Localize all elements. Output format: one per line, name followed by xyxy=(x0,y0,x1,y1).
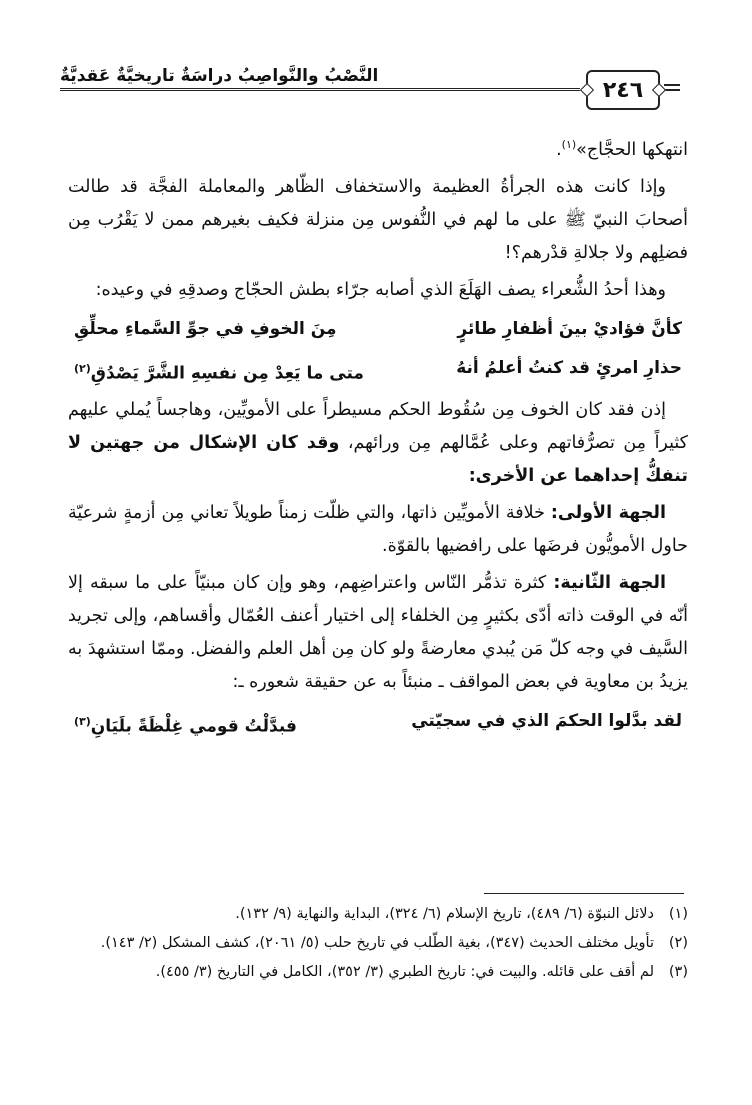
footnote-number: (٣) xyxy=(668,964,688,980)
verse-3-second-hemistich: فبدَّلْتُ قومي غِلْظَةً بلَيَانِ xyxy=(90,717,297,738)
footnote-separator xyxy=(484,893,684,894)
main-text xyxy=(68,128,688,748)
paragraph-5 xyxy=(68,497,688,563)
footnote-text: لم أقف على قائله. والبيت في: تاريخ الطبري (٣/ ٣٥٢)، الكامل في التاريخ (٣/ ٤٥٥). xyxy=(155,964,654,980)
running-title: النَّصْبُ والنَّواصِبُ دراسَةٌ تاريخيَّةٌ عَقديَّةٌ xyxy=(60,66,379,86)
footnote-number: (٢) xyxy=(668,935,688,951)
paragraph-3: وهذا أحدُ الشُّعراء يصف الهَلَعَ الذي أصابه جرّاء بطش الحجّاج وصدقِهِ في وعيده: xyxy=(95,279,666,300)
verse-3 xyxy=(74,705,682,744)
footnote-text: تأويل مختلف الحديث (٣٤٧)، بغية الطّلب في تاريخ حلب (٥/ ٢٠٦١)، كشف المشكل (٢/ ١٤٣). xyxy=(100,935,654,951)
paragraph-1: انتهكها الحجَّاج»$^{(١)}$. xyxy=(556,138,688,160)
verse-2-first-hemistich: حذارِ امرئٍ قد كنتُ أعلمُ أنهُ xyxy=(456,357,682,378)
verse-1-first-hemistich: كأنَّ فؤاديْ بينَ أظفارِ طائرٍ xyxy=(457,318,682,339)
footnote-ref-1: (١) xyxy=(561,138,577,151)
footnote-number: (١) xyxy=(668,906,688,922)
paragraph-4 xyxy=(68,394,688,493)
section-label: الجهة الأولى: xyxy=(550,503,666,524)
page-number: ٢٤٦ xyxy=(586,70,660,110)
footnote-text: دلائل النبوّة (٦/ ٤٨٩)، تاريخ الإسلام (٦/ ٣٢٤)، البداية والنهاية (٩/ ١٣٢). xyxy=(235,906,654,922)
header-ornament xyxy=(664,84,680,91)
footnote-ref-2: (٢) xyxy=(74,361,91,375)
footnote xyxy=(68,960,688,985)
paragraph-text: خلافة الأمويِّين ذاتها، والتي ظلّت زمناً طويلاً تعاني مِن أزمةٍ شرعيّة حاول الأمويُّون فرضَها على رافضيها بالقوّة. xyxy=(68,503,688,557)
paragraph-bold-text: وقد كان الإشكال من جهتين لا تنفكُّ إحداهما عن الأخرى: xyxy=(68,433,688,487)
paragraph-6 xyxy=(68,567,688,699)
header-rule xyxy=(60,88,580,91)
footnote xyxy=(68,902,688,927)
footnotes xyxy=(68,902,688,989)
paragraph-text: كثرة تذمُّر النّاس واعتراضِهم، وهو وإن كان مبنيّاً على ما سبقه إلا أنّه في الوقت ذاته أدّى بكثيرٍ مِن الخلفاء إلى اختيار أعنف العُمّال وأقساهم، وإلى تجريد السَّيف في وجه كلّ مَن يُبدي معارضةً ولو كان مِن أهل العلم والفضل. وممّا استشهدَ به يزيدُ بن معاوية في بعض المواقف ـ منبئاً به عن حقيقة شعوره ـ: xyxy=(68,573,688,693)
section-label: الجهة الثّانية: xyxy=(553,573,666,594)
paragraph-2: وإذا كانت هذه الجرأةُ العظيمة والاستخفاف الظّاهر والمعاملة الفجَّة قد طالت أصحابَ النبيّ ﷺ على ما لهم في النُّفوس مِن منزلة فكيف بغيرهم ممن لا يَقْرُب مِن فضلِهم ولا جلالةِ قدْرهم؟! xyxy=(68,176,688,263)
footnote xyxy=(68,931,688,956)
verse-1 xyxy=(74,313,682,346)
verse-2-second-hemistich: متى ما يَعِدْ مِن نفسِهِ الشَّرَّ يَصْدُقِ xyxy=(90,363,364,384)
page-header xyxy=(60,62,680,112)
paragraph-text: انتهكها الحجَّاج» xyxy=(576,139,688,160)
verse-3-first-hemistich: لقد بدَّلوا الحكمَ الذي في سجيّتي xyxy=(411,711,682,732)
verse-1-second-hemistich: مِنَ الخوفِ في جوِّ السَّماءِ محلِّقِ xyxy=(74,318,337,339)
paragraph-text: إذن فقد كان الخوف مِن سُقُوط الحكم مسيطراً على الأمويِّين، وهاجساً يُملي عليهم كثيراً مِن تصرُّفاتهم وعلى عُمَّالهم مِن ورائهم، xyxy=(68,400,688,454)
footnote-ref-3: (٣) xyxy=(74,715,91,729)
verse-2 xyxy=(74,352,682,391)
